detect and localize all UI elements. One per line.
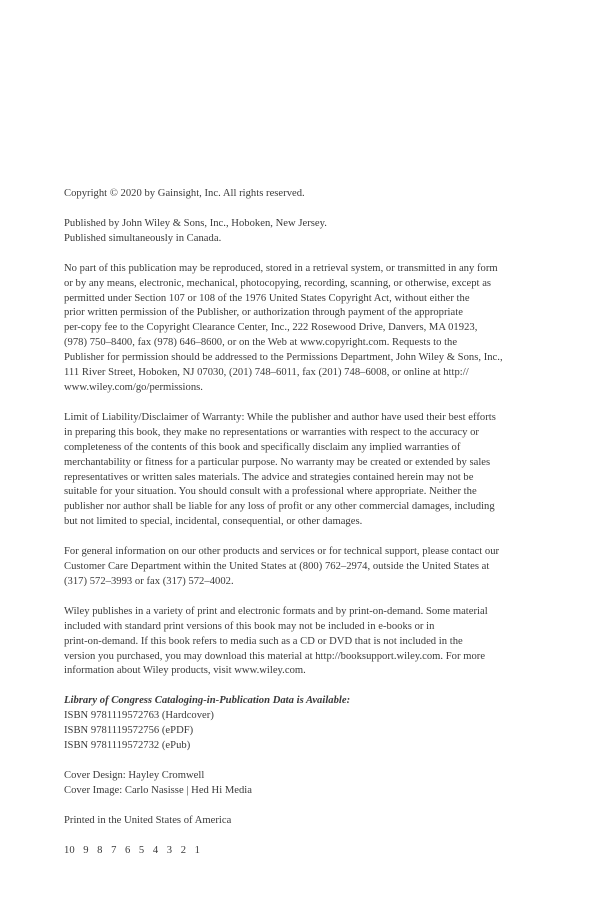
disclaimer-line: representatives or written sales materials. The advice and strategies contained herein may not be (64, 471, 474, 483)
disclaimer-line: publisher nor author shall be liable for any loss of profit or any other commercial damages, including (64, 501, 495, 513)
print-number: 5 (138, 844, 145, 856)
disclaimer-line: but not limited to special, incidental, consequential, or other damages. (64, 516, 363, 528)
disclaimer-line: merchantability or fitness for a particular purpose. No warranty may be created or extended by sales (64, 456, 491, 468)
rights-line: prior written permission of the Publisher, or authorization through payment of the appropriate (64, 307, 463, 319)
isbn-line: ISBN 9781119572763 (Hardcover) (64, 710, 214, 722)
rights-line: per-copy fee to the Copyright Clearance Center, Inc., 222 Rosewood Drive, Danvers, MA 01923, (64, 322, 478, 334)
rights-line: www.wiley.com/go/permissions. (64, 381, 203, 393)
publisher-info (64, 217, 544, 247)
rights-line: No part of this publication may be reproduced, stored in a retrieval system, or transmitted in any form (64, 262, 498, 274)
credits-block (64, 769, 544, 799)
support-line: Customer Care Department within the United States at (800) 762–2974, outside the United States at (64, 561, 490, 573)
printed-line: Printed in the United States of America (64, 814, 232, 826)
rights-line: permitted under Section 107 or 108 of the 1976 United States Copyright Act, without either the (64, 292, 470, 304)
cataloging-heading: Library of Congress Cataloging-in-Publication Data is Available: (64, 695, 351, 707)
cover-image-credit: Cover Image: Carlo Nasisse | Hed Hi Media (64, 784, 252, 796)
isbn-line: ISBN 9781119572756 (ePDF) (64, 725, 194, 737)
copyright-notice (64, 187, 544, 202)
rights-line: 111 River Street, Hoboken, NJ 07030, (201) 748–6011, fax (201) 748–6008, or online at http:// (64, 367, 469, 379)
publisher-line: Published by John Wiley & Sons, Inc., Hoboken, New Jersey. (64, 217, 327, 229)
support-line: (317) 572–3993 or fax (317) 572–4002. (64, 575, 234, 587)
print-number: 6 (125, 844, 131, 856)
formats-paragraph (64, 605, 544, 680)
disclaimer-line: completeness of the contents of this book and specifically disclaim any implied warranties of (64, 441, 461, 453)
print-number: 8 (97, 844, 103, 856)
print-number: 1 (194, 844, 200, 856)
print-number: 4 (152, 844, 159, 856)
rights-paragraph (64, 262, 544, 396)
isbn-line: ISBN 9781119572732 (ePub) (64, 740, 191, 752)
print-number: 9 (83, 844, 89, 856)
disclaimer-line: suitable for your situation. You should consult with a professional where appropriate. Neither the (64, 486, 477, 498)
support-paragraph (64, 545, 544, 590)
formats-line: included with standard print versions of this book may not be included in e-books or in (64, 620, 435, 632)
rights-line: (978) 750–8400, fax (978) 646–8600, or on the Web at www.copyright.com. Requests to the (64, 337, 458, 349)
print-number: 10 (64, 844, 75, 856)
rights-line: or by any means, electronic, mechanical, photocopying, recording, scanning, or otherwise, except as (64, 277, 492, 289)
publisher-line: Published simultaneously in Canada. (64, 232, 222, 244)
formats-line: information about Wiley products, visit www.wiley.com. (64, 665, 306, 677)
print-number: 3 (166, 844, 173, 856)
print-number: 2 (180, 844, 187, 856)
cover-design-credit: Cover Design: Hayley Cromwell (64, 770, 205, 781)
disclaimer-line: Limit of Liability/Disclaimer of Warranty: While the publisher and author have used their best efforts (64, 411, 496, 423)
formats-line: print-on-demand. If this book refers to media such as a CD or DVD that is not included in the (64, 635, 463, 647)
copyright-line: Copyright © 2020 by Gainsight, Inc. All rights reserved. (64, 188, 305, 199)
formats-line: Wiley publishes in a variety of print and electronic formats and by print-on-demand. Some material (64, 605, 488, 617)
support-line: For general information on our other products and services or for technical support, please contact our (64, 546, 500, 558)
cataloging-block (64, 694, 544, 754)
formats-line: version you purchased, you may download this material at http://booksupport.wiley.com. For more (64, 650, 486, 662)
printed-block (64, 814, 544, 829)
disclaimer-paragraph (64, 411, 544, 530)
copyright-page (64, 187, 544, 874)
disclaimer-line: in preparing this book, they make no representations or warranties with respect to the accuracy or (64, 426, 479, 438)
print-number: 7 (111, 844, 117, 856)
printer-key-line (64, 844, 544, 859)
rights-line: Publisher for permission should be addressed to the Permissions Department, John Wiley & Sons, Inc., (64, 352, 503, 364)
